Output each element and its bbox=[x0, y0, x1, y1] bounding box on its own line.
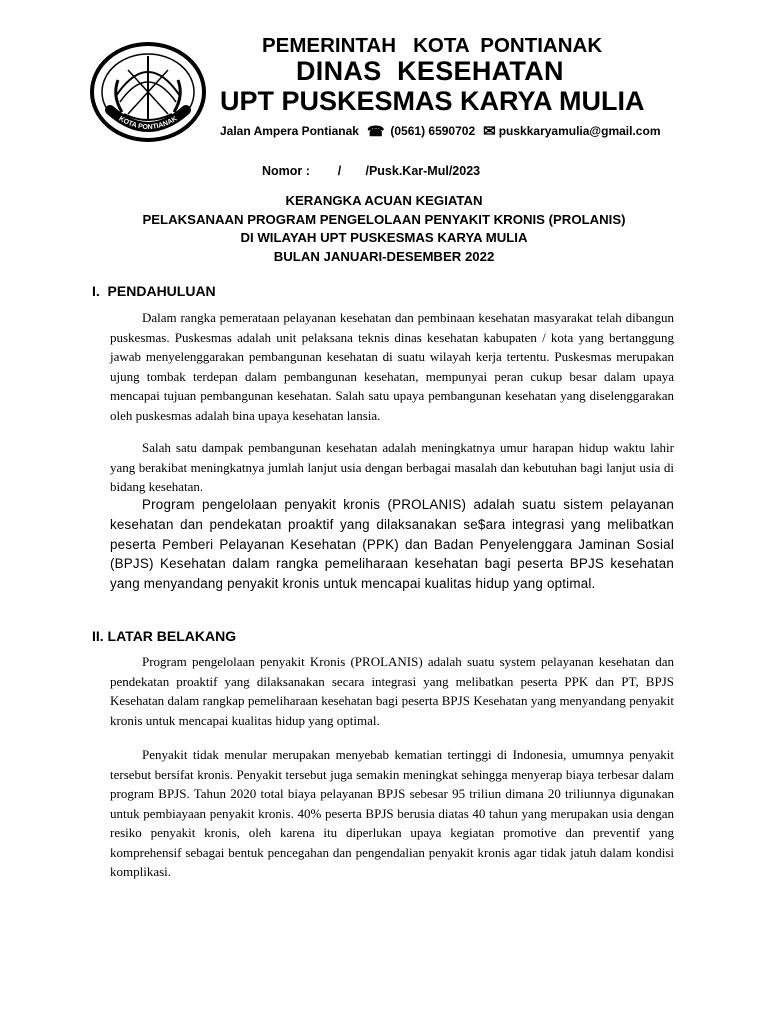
email-address: puskkaryamulia@gmail.com bbox=[498, 124, 661, 138]
telephone-icon: ☎ bbox=[366, 122, 385, 139]
government-name: PEMERINTAH KOTA PONTIANAK bbox=[262, 34, 603, 57]
pendahuluan-paragraph-3: Program pengelolaan penyakit kronis (PROLANIS) adalah suatu sistem pelayanan kesehatan dan pendekatan proaktif yang dilaksanakan se$ara integrasi yang melibatkan peserta Pemberi Pelayanan Kesehatan (PPK) dan Badan Penyelenggara Jaminan Sosial (BPJS) Kesehatan dalam rangka pemeliharaan kesehatan bagi peserta BPJS kesehatan yang menyandang penyakit kronis untuk mencapai kualitas hidup yang optimal. bbox=[110, 497, 674, 592]
section-heading-pendahuluan: I. PENDAHULUAN bbox=[92, 283, 216, 299]
letterhead bbox=[0, 0, 768, 150]
latar-belakang-paragraph-2: Penyakit tidak menular merupakan menyebab kematian tertinggi di Indonesia, umumnya penyakit tersebut bersifat kronis. Penyakit tersebut juga semakin meningkat sehingga menyerap biaya terbesar dalam program BPJS. Tahun 2020 total biaya pelayanan BPJS sebesar 95 triliun dimana 20 triliunnya digunakan untuk pembiayaan penyakit kronis. 40% peserta BPJS berusia diatas 40 tahun yang merupakan usia dengan resiko penyakit kronis, oleh karena itu diperlukan upaya kegiatan promotive dan preventif yang komprehensif sebagai bentuk pencegahan dan pengendalian penyakit kronis agar tidak jatuh dalam kondisi komplikasi. bbox=[110, 747, 674, 879]
envelope-icon: ✉ bbox=[483, 123, 496, 140]
facility-name: UPT PUSKESMAS KARYA MULIA bbox=[220, 86, 645, 116]
section-heading-latar-belakang: II. LATAR BELAKANG bbox=[92, 628, 237, 644]
document-number: Nomor : / /Pusk.Kar-Mul/2023 bbox=[262, 164, 481, 178]
logo-text: KOTA PONTIANAK bbox=[117, 115, 179, 132]
latar-belakang-paragraph-1: Program pengelolaan penyakit Kronis (PROLANIS) adalah suatu system pelayanan kesehatan dan pendekatan proaktif yang dilaksanakan secara integrasi yang melibatkan peserta PPK dan PT, BPJS Kesehatan dalam rangkap pemeliharaan kesehatan bagi peserta BPJS Kesehatan yang menyandang penyakit kronis untuk mencapai kualitas hidup yang optimal. bbox=[110, 654, 674, 728]
city-emblem-logo bbox=[88, 40, 208, 148]
address-text: Jalan Ampera Pontianak bbox=[220, 124, 359, 138]
phone-number: (0561) 6590702 bbox=[390, 124, 476, 138]
pendahuluan-paragraph-2: Salah satu dampak pembangunan kesehatan adalah meningkatnya umur harapan hidup waktu lahir yang berakibat meningkatnya jumlah lanjut usia dengan berbagai masalah dan kebutuhan bagi lanjut usia di bidang kesehatan. bbox=[110, 440, 674, 494]
title-line-3: DI WILAYAH UPT PUSKESMAS KARYA MULIA bbox=[240, 230, 528, 245]
pendahuluan-paragraph-1: Dalam rangka pemerataan pelayanan kesehatan dan pembinaan kesehatan masyarakat telah dibangun puskesmas. Puskesmas adalah unit pelaksana teknis dinas kesehatan kabupaten / kota yang bertanggung jawab menyelenggarakan pembangunan kesehatan di suatu wilayah kerja tertentu. Puskesmas merupakan ujung tombak terdepan dalam pembangunan kesehatan, mempunyai peran cukup besar dalam upaya mencapai tujuan pembangunan kesehatan. Salah satu upaya pembangunan kesehatan yang diselenggarakan oleh puskesmas adalah bina upaya kesehatan lansia. bbox=[110, 310, 674, 423]
document-title bbox=[80, 192, 688, 266]
agency-name: DINAS KESEHATAN bbox=[296, 56, 564, 86]
contact-line bbox=[220, 122, 660, 140]
title-line-4: BULAN JANUARI-DESEMBER 2022 bbox=[273, 248, 495, 264]
title-line-2: PELAKSANAAN PROGRAM PENGELOLAAN PENYAKIT KRONIS (PROLANIS) bbox=[142, 211, 626, 227]
title-line-1: KERANGKA ACUAN KEGIATAN bbox=[285, 193, 483, 208]
